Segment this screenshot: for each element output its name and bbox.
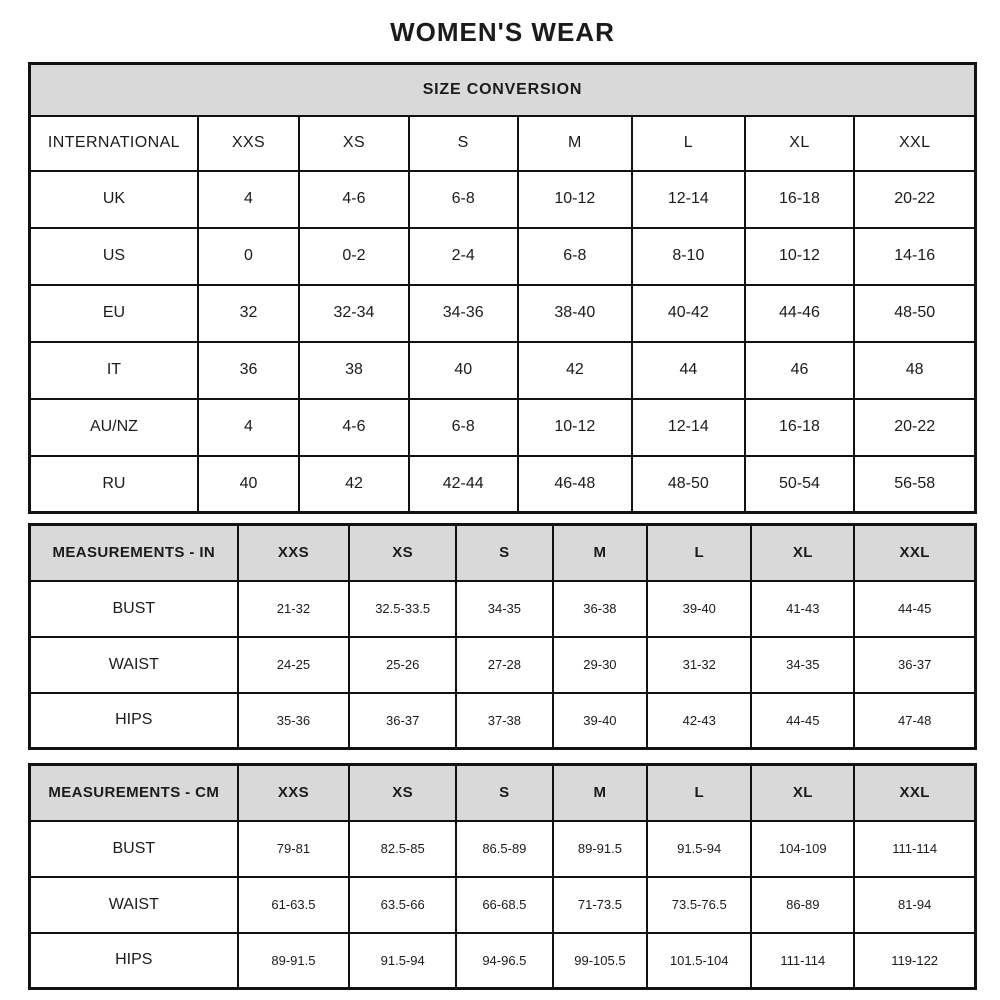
cell-waist-in-xl: 34-35 bbox=[751, 637, 854, 693]
cell-ru-m: 46-48 bbox=[518, 456, 632, 513]
cell-waist-cm-xxs: 61-63.5 bbox=[238, 877, 350, 933]
row-label-waist-cm: WAIST bbox=[30, 877, 238, 933]
table-row-hips-in bbox=[30, 693, 976, 749]
cell-eu-xs: 32-34 bbox=[299, 285, 409, 342]
table-row-aunz bbox=[30, 399, 976, 456]
cell-waist-in-xxl: 36-37 bbox=[854, 637, 975, 693]
column-header-xxl: XXL bbox=[854, 116, 975, 171]
cell-it-m: 42 bbox=[518, 342, 632, 399]
cell-bust-cm-xxl: 111-114 bbox=[854, 821, 975, 877]
cell-us-s: 2-4 bbox=[409, 228, 518, 285]
cell-bust-in-xxs: 21-32 bbox=[238, 581, 350, 637]
cell-hips-cm-xxl: 119-122 bbox=[854, 933, 975, 989]
cm-header-xs: XS bbox=[349, 765, 456, 821]
cell-us-xxs: 0 bbox=[198, 228, 299, 285]
cell-eu-xl: 44-46 bbox=[745, 285, 855, 342]
cell-bust-cm-xxs: 79-81 bbox=[238, 821, 350, 877]
cell-uk-xl: 16-18 bbox=[745, 171, 855, 228]
cell-uk-l: 12-14 bbox=[632, 171, 745, 228]
cell-us-xl: 10-12 bbox=[745, 228, 855, 285]
cell-waist-cm-xs: 63.5-66 bbox=[349, 877, 456, 933]
row-label-eu: EU bbox=[30, 285, 198, 342]
cell-it-xxs: 36 bbox=[198, 342, 299, 399]
cell-uk-s: 6-8 bbox=[409, 171, 518, 228]
column-header-xxs: XXS bbox=[198, 116, 299, 171]
measurements-cm-title: MEASUREMENTS - CM bbox=[30, 765, 238, 821]
cell-waist-in-s: 27-28 bbox=[456, 637, 552, 693]
in-header-m: M bbox=[553, 525, 648, 581]
column-header-s: S bbox=[409, 116, 518, 171]
cm-header-l: L bbox=[647, 765, 751, 821]
in-header-l: L bbox=[647, 525, 751, 581]
measurements-cm-table bbox=[28, 763, 977, 990]
cell-bust-cm-xl: 104-109 bbox=[751, 821, 854, 877]
cell-hips-cm-s: 94-96.5 bbox=[456, 933, 552, 989]
cell-it-xl: 46 bbox=[745, 342, 855, 399]
in-header-xl: XL bbox=[751, 525, 854, 581]
cm-header-s: S bbox=[456, 765, 552, 821]
column-header-xs: XS bbox=[299, 116, 409, 171]
cell-aunz-xxs: 4 bbox=[198, 399, 299, 456]
cell-hips-cm-m: 99-105.5 bbox=[553, 933, 648, 989]
cell-eu-l: 40-42 bbox=[632, 285, 745, 342]
cell-ru-xxs: 40 bbox=[198, 456, 299, 513]
column-header-l: L bbox=[632, 116, 745, 171]
cell-bust-in-m: 36-38 bbox=[553, 581, 648, 637]
cell-bust-in-l: 39-40 bbox=[647, 581, 751, 637]
cm-header-xxl: XXL bbox=[854, 765, 975, 821]
cell-hips-in-xxl: 47-48 bbox=[854, 693, 975, 749]
cell-it-s: 40 bbox=[409, 342, 518, 399]
cell-bust-cm-m: 89-91.5 bbox=[553, 821, 648, 877]
cell-hips-in-s: 37-38 bbox=[456, 693, 552, 749]
cell-aunz-s: 6-8 bbox=[409, 399, 518, 456]
row-label-bust-cm: BUST bbox=[30, 821, 238, 877]
cell-ru-xs: 42 bbox=[299, 456, 409, 513]
table-row-us bbox=[30, 228, 976, 285]
cell-hips-cm-xxs: 89-91.5 bbox=[238, 933, 350, 989]
cell-waist-cm-m: 71-73.5 bbox=[553, 877, 648, 933]
cell-us-xs: 0-2 bbox=[299, 228, 409, 285]
in-header-xxl: XXL bbox=[854, 525, 975, 581]
cell-waist-in-m: 29-30 bbox=[553, 637, 648, 693]
cell-aunz-l: 12-14 bbox=[632, 399, 745, 456]
cell-hips-in-xxs: 35-36 bbox=[238, 693, 350, 749]
cell-ru-xl: 50-54 bbox=[745, 456, 855, 513]
table-row-waist-in bbox=[30, 637, 976, 693]
cell-us-m: 6-8 bbox=[518, 228, 632, 285]
cell-eu-s: 34-36 bbox=[409, 285, 518, 342]
table-row-bust-cm bbox=[30, 821, 976, 877]
cell-bust-in-xxl: 44-45 bbox=[854, 581, 975, 637]
cell-aunz-m: 10-12 bbox=[518, 399, 632, 456]
measurements-in-title: MEASUREMENTS - IN bbox=[30, 525, 238, 581]
in-header-xs: XS bbox=[349, 525, 456, 581]
page-title: WOMEN'S WEAR bbox=[390, 17, 615, 47]
cell-bust-cm-l: 91.5-94 bbox=[647, 821, 751, 877]
row-label-us: US bbox=[30, 228, 198, 285]
cell-aunz-xxl: 20-22 bbox=[854, 399, 975, 456]
cell-bust-in-s: 34-35 bbox=[456, 581, 552, 637]
cell-bust-in-xl: 41-43 bbox=[751, 581, 854, 637]
column-header-xl: XL bbox=[745, 116, 855, 171]
column-header-m: M bbox=[518, 116, 632, 171]
cell-ru-s: 42-44 bbox=[409, 456, 518, 513]
row-label-hips-in: HIPS bbox=[30, 693, 238, 749]
cell-bust-cm-xs: 82.5-85 bbox=[349, 821, 456, 877]
row-label-it: IT bbox=[30, 342, 198, 399]
cell-waist-cm-s: 66-68.5 bbox=[456, 877, 552, 933]
cell-waist-in-xxs: 24-25 bbox=[238, 637, 350, 693]
measurements-in-table bbox=[28, 523, 977, 750]
table-row-waist-cm bbox=[30, 877, 976, 933]
cell-uk-xxs: 4 bbox=[198, 171, 299, 228]
cell-waist-cm-l: 73.5-76.5 bbox=[647, 877, 751, 933]
row-label-hips-cm: HIPS bbox=[30, 933, 238, 989]
cell-bust-in-xs: 32.5-33.5 bbox=[349, 581, 456, 637]
row-label-aunz: AU/NZ bbox=[30, 399, 198, 456]
cell-us-l: 8-10 bbox=[632, 228, 745, 285]
in-header-s: S bbox=[456, 525, 552, 581]
cell-uk-xxl: 20-22 bbox=[854, 171, 975, 228]
table-row-hips-cm bbox=[30, 933, 976, 989]
cell-ru-xxl: 56-58 bbox=[854, 456, 975, 513]
table-row-eu bbox=[30, 285, 976, 342]
size-conversion-banner-row bbox=[30, 64, 976, 116]
cell-uk-m: 10-12 bbox=[518, 171, 632, 228]
cell-uk-xs: 4-6 bbox=[299, 171, 409, 228]
cell-waist-cm-xl: 86-89 bbox=[751, 877, 854, 933]
row-label-uk: UK bbox=[30, 171, 198, 228]
cell-waist-in-l: 31-32 bbox=[647, 637, 751, 693]
cell-hips-in-l: 42-43 bbox=[647, 693, 751, 749]
cell-it-xxl: 48 bbox=[854, 342, 975, 399]
cell-hips-cm-xs: 91.5-94 bbox=[349, 933, 456, 989]
cell-us-xxl: 14-16 bbox=[854, 228, 975, 285]
size-conversion-column-header-row bbox=[30, 116, 976, 171]
measurements-in-header-row bbox=[30, 525, 976, 581]
cell-waist-in-xs: 25-26 bbox=[349, 637, 456, 693]
size-conversion-table bbox=[28, 62, 977, 514]
cm-header-xl: XL bbox=[751, 765, 854, 821]
row-label-waist-in: WAIST bbox=[30, 637, 238, 693]
cell-hips-in-xl: 44-45 bbox=[751, 693, 854, 749]
size-conversion-banner: SIZE CONVERSION bbox=[30, 64, 976, 116]
cell-aunz-xs: 4-6 bbox=[299, 399, 409, 456]
cell-bust-cm-s: 86.5-89 bbox=[456, 821, 552, 877]
cell-hips-cm-xl: 111-114 bbox=[751, 933, 854, 989]
in-header-xxs: XXS bbox=[238, 525, 350, 581]
cm-header-xxs: XXS bbox=[238, 765, 350, 821]
cell-eu-xxl: 48-50 bbox=[854, 285, 975, 342]
cell-hips-cm-l: 101.5-104 bbox=[647, 933, 751, 989]
row-label-bust-in: BUST bbox=[30, 581, 238, 637]
column-header-international: INTERNATIONAL bbox=[30, 116, 198, 171]
table-row-bust-in bbox=[30, 581, 976, 637]
cell-waist-cm-xxl: 81-94 bbox=[854, 877, 975, 933]
cell-hips-in-xs: 36-37 bbox=[349, 693, 456, 749]
cell-it-l: 44 bbox=[632, 342, 745, 399]
row-label-ru: RU bbox=[30, 456, 198, 513]
cell-hips-in-m: 39-40 bbox=[553, 693, 648, 749]
cm-header-m: M bbox=[553, 765, 648, 821]
table-row-uk bbox=[30, 171, 976, 228]
cell-ru-l: 48-50 bbox=[632, 456, 745, 513]
table-row-ru bbox=[30, 456, 976, 513]
cell-eu-m: 38-40 bbox=[518, 285, 632, 342]
table-row-it bbox=[30, 342, 976, 399]
measurements-cm-header-row bbox=[30, 765, 976, 821]
cell-eu-xxs: 32 bbox=[198, 285, 299, 342]
cell-it-xs: 38 bbox=[299, 342, 409, 399]
cell-aunz-xl: 16-18 bbox=[745, 399, 855, 456]
